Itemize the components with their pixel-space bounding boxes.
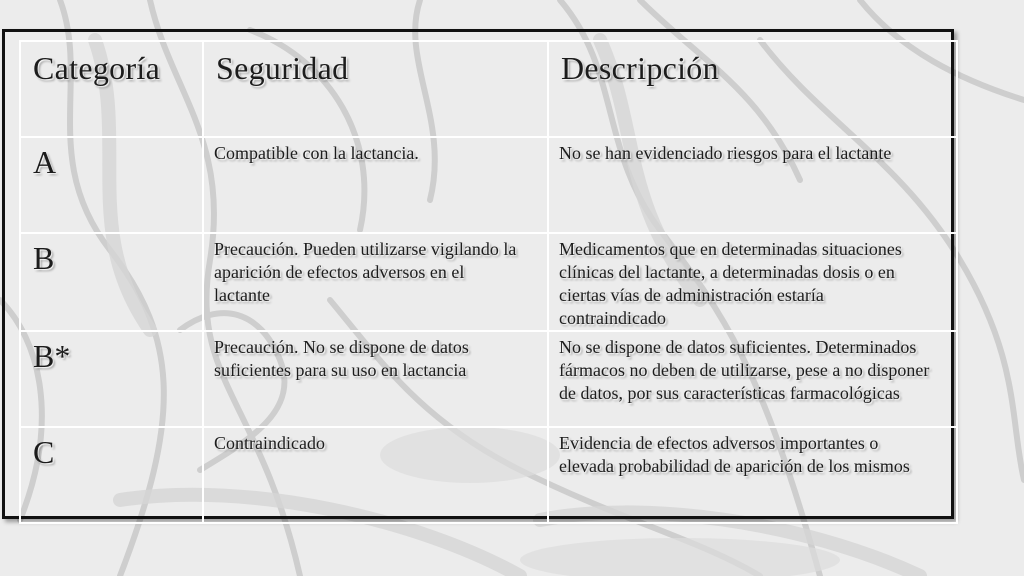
header-seguridad: Seguridad — [203, 41, 548, 137]
table-frame — [2, 29, 954, 519]
lactation-safety-table — [19, 40, 958, 524]
header-categoria: Categoría — [20, 41, 203, 137]
table-row — [20, 331, 957, 427]
cell-categoria: A — [20, 137, 203, 233]
cell-seguridad: Contraindicado — [203, 427, 548, 523]
table-row — [20, 137, 957, 233]
cell-seguridad: Precaución. No se dispone de datos suficientes para su uso en lactancia — [203, 331, 548, 427]
cell-descripcion: No se han evidenciado riesgos para el lactante — [548, 137, 957, 233]
header-descripcion: Descripción — [548, 41, 957, 137]
cell-categoria: B — [20, 233, 203, 331]
cell-seguridad: Precaución. Pueden utilizarse vigilando la aparición de efectos adversos en el lactante — [203, 233, 548, 331]
cell-descripcion: No se dispone de datos suficientes. Determinados fármacos no deben de utilizarse, pese a no disponer de datos, por sus características farmacológicas — [548, 331, 957, 427]
table-row — [20, 427, 957, 523]
cell-descripcion: Medicamentos que en determinadas situaciones clínicas del lactante, a determinadas dosis o en ciertas vías de administración estaría contraindicado — [548, 233, 957, 331]
cell-seguridad: Compatible con la lactancia. — [203, 137, 548, 233]
cell-descripcion: Evidencia de efectos adversos importantes o elevada probabilidad de aparición de los mismos — [548, 427, 957, 523]
cell-categoria: C — [20, 427, 203, 523]
table-row — [20, 233, 957, 331]
table-header-row — [20, 41, 957, 137]
cell-categoria: B* — [20, 331, 203, 427]
